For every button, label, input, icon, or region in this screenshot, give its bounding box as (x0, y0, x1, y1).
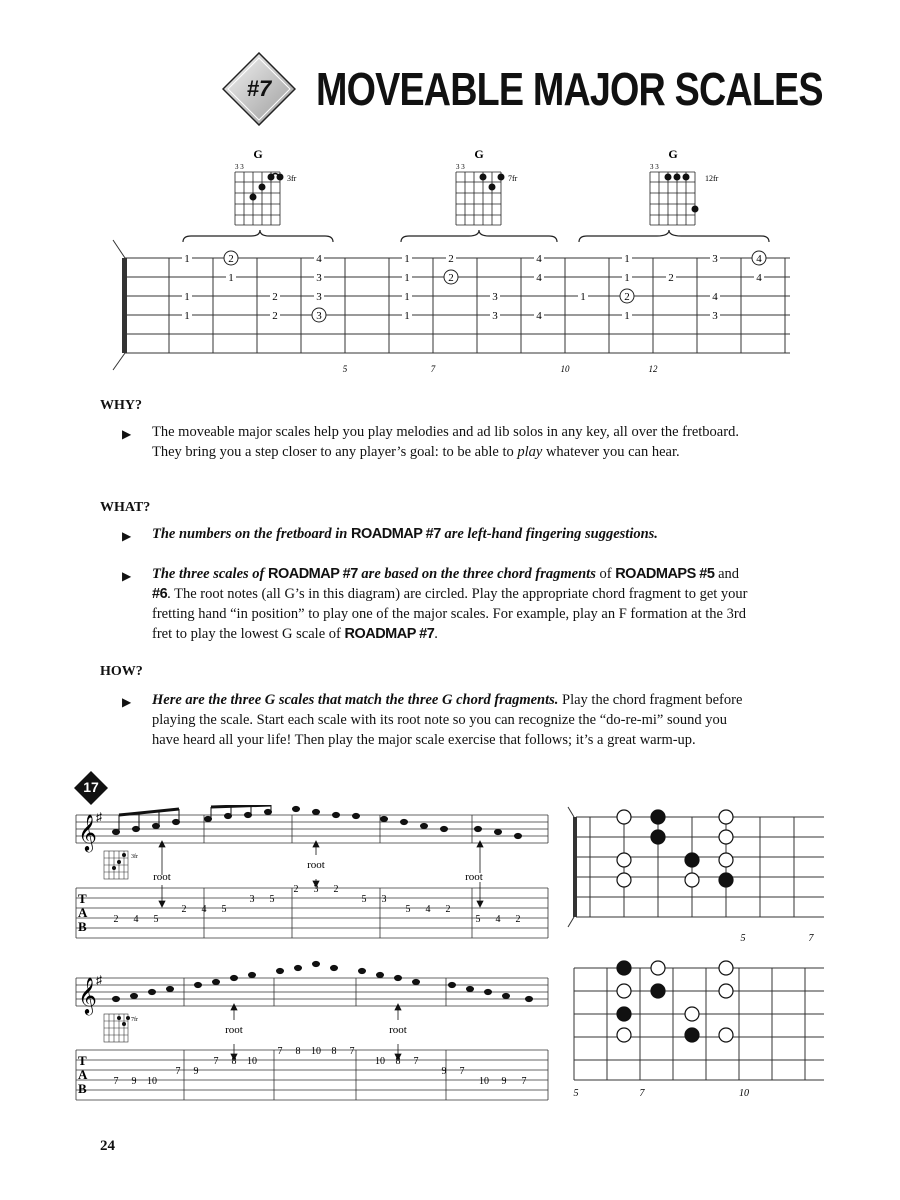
svg-text:4: 4 (133, 914, 139, 925)
svg-text:T: T (78, 891, 87, 906)
svg-text:1: 1 (624, 272, 630, 284)
scale-diagram-2 (566, 958, 828, 1103)
svg-text:10: 10 (147, 1076, 157, 1087)
svg-text:5: 5 (153, 914, 159, 925)
svg-text:2: 2 (272, 310, 278, 322)
svg-text:8: 8 (331, 1046, 337, 1057)
svg-text:8: 8 (231, 1056, 237, 1067)
svg-text:3: 3 (316, 272, 322, 284)
svg-text:♯: ♯ (96, 810, 102, 824)
svg-text:2: 2 (448, 253, 454, 265)
svg-text:10: 10 (247, 1056, 257, 1067)
how-heading: HOW? (100, 664, 143, 679)
svg-text:7: 7 (521, 1076, 527, 1087)
svg-text:5: 5 (221, 904, 227, 915)
svg-text:1: 1 (624, 253, 630, 265)
svg-text:3: 3 (316, 310, 322, 322)
svg-text:7: 7 (277, 1046, 283, 1057)
root-label: root (465, 871, 483, 883)
svg-text:1: 1 (404, 272, 410, 284)
bullet-icon: ▶ (122, 695, 132, 709)
svg-text:5: 5 (405, 904, 411, 915)
svg-text:7: 7 (459, 1066, 465, 1077)
svg-text:2: 2 (448, 272, 454, 284)
svg-text:A: A (78, 905, 88, 920)
svg-text:3: 3 (249, 894, 255, 905)
svg-text:3 3: 3 3 (456, 163, 465, 171)
chord-name: G (474, 147, 484, 161)
svg-text:7: 7 (349, 1046, 355, 1057)
chord-diagram-3 (650, 147, 719, 225)
svg-text:9: 9 (193, 1066, 199, 1077)
svg-text:8: 8 (395, 1056, 401, 1067)
track-number: 17 (83, 779, 99, 795)
what-bullet-2: The three scales of ROADMAP #7 are based on the three chord fragments of ROADMAPS #5 and #6. The root notes (all G’s in this diagram) are circled. Play the appropriate chord fragment to get your fretting hand “in position” to play one of the major scales. For example, play an F formation at the 3rd fret to play the lowest G scale of ROADMAP #7. (152, 566, 748, 642)
svg-text:2: 2 (515, 914, 521, 925)
fingerings (182, 251, 766, 322)
svg-text:♯: ♯ (96, 973, 102, 987)
svg-text:1: 1 (580, 291, 586, 303)
why-heading: WHY? (100, 398, 142, 413)
page-title: MOVEABLE MAJOR SCALES (316, 63, 823, 115)
roadmap-badge-label: #7 (246, 76, 272, 101)
mini-chord-position: 3fr (131, 854, 138, 860)
scale-exercise-2 (74, 958, 550, 1108)
fret-number: 10 (560, 364, 570, 374)
scale-exercise-1 (74, 805, 550, 945)
svg-text:5: 5 (269, 894, 275, 905)
chord-position: 7fr (508, 174, 518, 183)
svg-text:2: 2 (181, 904, 187, 915)
svg-text:4: 4 (536, 310, 542, 322)
svg-text:4: 4 (316, 253, 322, 265)
svg-text:1: 1 (404, 291, 410, 303)
fret-number: 5 (740, 933, 746, 944)
chord-diagram-2 (456, 147, 518, 225)
mini-chord-position: 7fr (131, 1017, 138, 1023)
roadmap-diagram (95, 140, 805, 385)
svg-text:4: 4 (756, 272, 762, 284)
bullet-icon: ▶ (122, 529, 132, 543)
svg-text:5: 5 (361, 894, 367, 905)
svg-text:2: 2 (272, 291, 278, 303)
svg-text:B: B (78, 1081, 87, 1096)
fret-number: 5 (573, 1088, 579, 1099)
svg-text:7: 7 (213, 1056, 219, 1067)
chord-diagram-1 (235, 147, 297, 225)
svg-text:3: 3 (381, 894, 387, 905)
svg-text:4: 4 (536, 272, 542, 284)
bullet-icon: ▶ (122, 569, 132, 583)
svg-text:3: 3 (492, 310, 498, 322)
svg-text:4: 4 (201, 904, 207, 915)
svg-text:3: 3 (712, 253, 718, 265)
svg-text:9: 9 (131, 1076, 137, 1087)
svg-text:1: 1 (184, 253, 190, 265)
page-number: 24 (100, 1138, 115, 1154)
svg-text:1: 1 (228, 272, 234, 284)
svg-text:3: 3 (712, 310, 718, 322)
fret-number: 12 (648, 364, 658, 374)
svg-text:1: 1 (404, 310, 410, 322)
svg-text:1: 1 (624, 310, 630, 322)
svg-text:10: 10 (479, 1076, 489, 1087)
svg-text:3: 3 (313, 884, 319, 895)
what-bullet-1: The numbers on the fretboard in ROADMAP #7 are left-hand fingering suggestions. (152, 526, 658, 542)
root-label: root (389, 1024, 407, 1036)
svg-text:𝄞: 𝄞 (78, 814, 97, 850)
svg-text:2: 2 (333, 884, 339, 895)
svg-text:9: 9 (501, 1076, 507, 1087)
fret-number: 7 (808, 933, 814, 944)
svg-text:3: 3 (316, 291, 322, 303)
chord-name: G (253, 147, 263, 161)
svg-text:2: 2 (228, 253, 234, 265)
chord-position: 3fr (287, 174, 297, 183)
fret-number: 5 (342, 364, 348, 374)
svg-text:7: 7 (413, 1056, 419, 1067)
svg-text:4: 4 (536, 253, 542, 265)
svg-text:B: B (78, 919, 87, 934)
fret-number: 10 (739, 1088, 749, 1099)
svg-text:4: 4 (425, 904, 431, 915)
svg-text:3 3: 3 3 (650, 163, 659, 171)
svg-text:7: 7 (175, 1066, 181, 1077)
how-paragraph: Here are the three G scales that match the three G chord fragments. Play the chord fragment before playing the scale. Start each scale with its root note so you can recognize the “do-re-mi” sound you have heard all your life! Then play the major scale exercise that follows; it’s a great warm-up. (152, 692, 743, 748)
root-label: root (225, 1024, 243, 1036)
chord-position: 12fr (705, 174, 719, 183)
svg-text:1: 1 (404, 253, 410, 265)
svg-text:2: 2 (293, 884, 299, 895)
svg-text:2: 2 (445, 904, 451, 915)
why-paragraph: The moveable major scales help you play melodies and ad lib solos in any key, all over the fretboard. They bring you a step closer to any player’s goal: to be able to play whatever you can hear. (152, 424, 739, 460)
bullet-icon: ▶ (122, 427, 132, 441)
svg-text:4: 4 (756, 253, 762, 265)
fret-number: 7 (639, 1088, 645, 1099)
svg-text:3 3: 3 3 (235, 163, 244, 171)
svg-text:10: 10 (375, 1056, 385, 1067)
fret-number: 7 (430, 364, 436, 374)
root-label: root (307, 859, 325, 871)
svg-text:9: 9 (441, 1066, 447, 1077)
svg-text:2: 2 (668, 272, 674, 284)
root-label: root (153, 871, 171, 883)
svg-text:4: 4 (495, 914, 501, 925)
svg-text:1: 1 (184, 310, 190, 322)
svg-text:𝄞: 𝄞 (78, 977, 97, 1013)
scale-diagram-1 (566, 805, 828, 950)
svg-text:7: 7 (113, 1076, 119, 1087)
svg-text:3: 3 (492, 291, 498, 303)
what-heading: WHAT? (100, 500, 151, 515)
svg-text:T: T (78, 1053, 87, 1068)
svg-text:4: 4 (712, 291, 718, 303)
chord-name: G (668, 147, 678, 161)
svg-text:2: 2 (624, 291, 630, 303)
svg-text:1: 1 (184, 291, 190, 303)
svg-text:A: A (78, 1067, 88, 1082)
svg-text:5: 5 (475, 914, 481, 925)
svg-text:8: 8 (295, 1046, 301, 1057)
svg-text:10: 10 (311, 1046, 321, 1057)
svg-text:2: 2 (113, 914, 119, 925)
